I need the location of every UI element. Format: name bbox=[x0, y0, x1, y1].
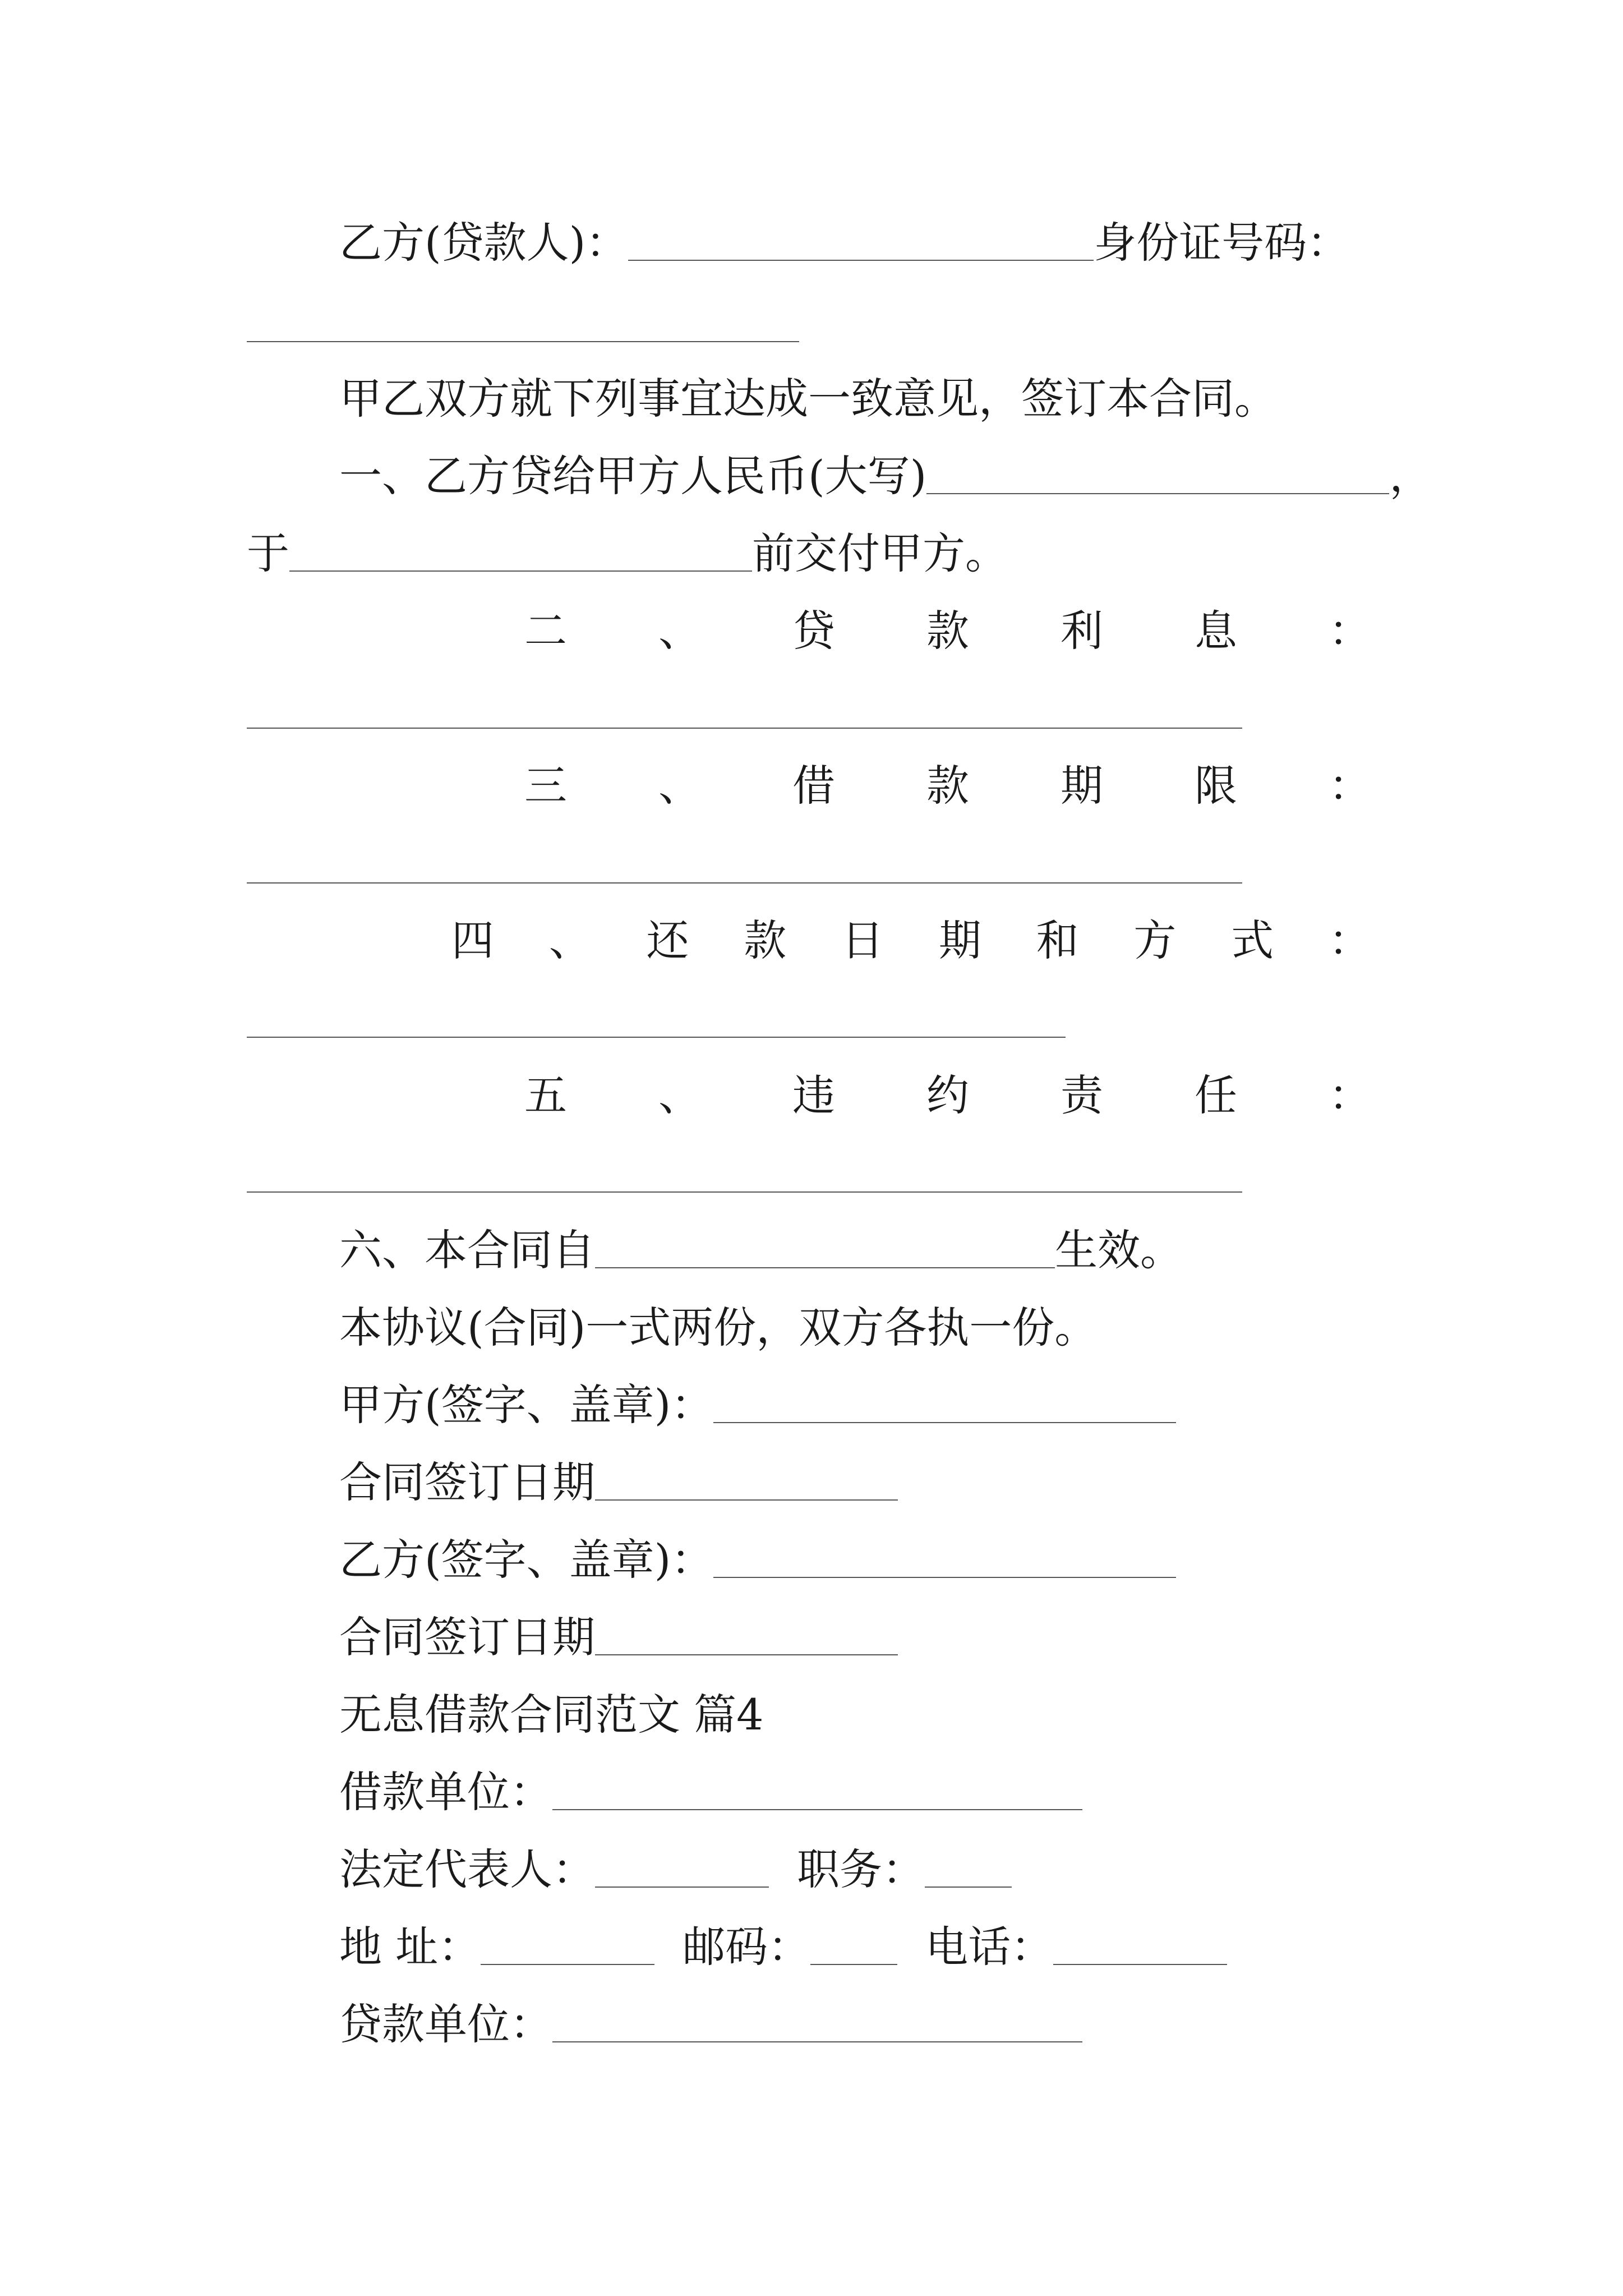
clause-4-char: 还 bbox=[646, 915, 689, 965]
clause-3-line bbox=[524, 761, 1371, 811]
clause-5-char: ： bbox=[1329, 1070, 1371, 1120]
clause-4-char: 式 bbox=[1231, 915, 1274, 965]
section-title: 无息借款合同范文 篇4 bbox=[339, 1690, 764, 1740]
clause-4-char: 、 bbox=[548, 915, 592, 965]
clause-4-line bbox=[451, 915, 1371, 966]
lender-unit-line bbox=[339, 1999, 1082, 2050]
clause-2-char: 贷 bbox=[792, 606, 835, 656]
clause-1-prefix: 于 bbox=[247, 528, 289, 578]
clause-5-char: 责 bbox=[1061, 1070, 1103, 1120]
clause-6-prefix: 六、本合同自 bbox=[339, 1225, 595, 1275]
clause-5-char: 五 bbox=[524, 1070, 567, 1120]
borrower-unit-label: 借款单位： bbox=[339, 1767, 552, 1817]
sign-a-label: 甲方(签字、盖章)： bbox=[339, 1380, 714, 1430]
clause-1-line bbox=[339, 451, 1432, 501]
borrower-unit-line bbox=[339, 1767, 1082, 1818]
clause-5-line bbox=[524, 1070, 1371, 1121]
clause-4-char: 和 bbox=[1036, 915, 1079, 965]
clause-4-char: 方 bbox=[1133, 915, 1177, 965]
date-b-line bbox=[339, 1612, 898, 1663]
clause-2-char: ： bbox=[1329, 606, 1371, 656]
clause-3-blank bbox=[247, 882, 1242, 884]
address-line bbox=[339, 1922, 1227, 1972]
clause-3-char: 三 bbox=[524, 761, 567, 811]
clause-2-blank bbox=[247, 728, 1242, 729]
clause-4-char: 四 bbox=[451, 915, 494, 965]
id-number-label: 身份证号码： bbox=[1094, 218, 1350, 268]
clause-1-amount-blank bbox=[926, 459, 1389, 494]
legal-rep-label: 法定代表人： bbox=[339, 1844, 595, 1894]
date-b-blank bbox=[595, 1621, 898, 1655]
clause-3-char: 、 bbox=[658, 761, 701, 811]
clause-6-line bbox=[339, 1225, 1183, 1276]
borrower-unit-blank bbox=[552, 1775, 1082, 1810]
clause-3-char: 款 bbox=[926, 761, 969, 811]
address-blank bbox=[481, 1930, 654, 1965]
legal-rep-blank bbox=[595, 1853, 769, 1888]
clause-2-char: 款 bbox=[926, 606, 969, 656]
clause-2-line bbox=[524, 606, 1371, 656]
sign-b-blank bbox=[713, 1543, 1176, 1578]
sign-b-label: 乙方(签字、盖章)： bbox=[339, 1535, 714, 1585]
clause-5-char: 、 bbox=[658, 1070, 701, 1120]
clause-3-char: 期 bbox=[1061, 761, 1103, 811]
date-a-blank bbox=[595, 1466, 898, 1501]
date-a-label: 合同签订日期 bbox=[339, 1457, 595, 1507]
clause-4-blank bbox=[247, 1037, 1066, 1038]
clause-5-char: 约 bbox=[926, 1070, 969, 1120]
lender-unit-label: 贷款单位： bbox=[339, 1999, 552, 2049]
clause-5-char: 任 bbox=[1195, 1070, 1237, 1120]
phone-label: 电话： bbox=[925, 1922, 1054, 1972]
sign-a-line bbox=[339, 1380, 1176, 1430]
clause-5-blank bbox=[247, 1191, 1242, 1193]
clause-3-char: 借 bbox=[792, 761, 835, 811]
clause-2-char: 二 bbox=[524, 606, 567, 656]
party-b-line bbox=[339, 218, 1349, 268]
date-a-line bbox=[339, 1457, 898, 1508]
sign-b-line bbox=[339, 1535, 1176, 1585]
postcode-blank bbox=[810, 1930, 897, 1965]
clause-6-blank bbox=[595, 1234, 1055, 1268]
date-b-label: 合同签订日期 bbox=[339, 1612, 595, 1662]
clause-5-char: 违 bbox=[792, 1070, 835, 1120]
clause-3-char: ： bbox=[1329, 761, 1371, 811]
position-blank bbox=[925, 1853, 1012, 1888]
clause-3-char: 限 bbox=[1195, 761, 1237, 811]
clause-1-cont bbox=[247, 528, 1008, 579]
clause-4-char: 款 bbox=[744, 915, 787, 965]
clause-2-char: 息 bbox=[1195, 606, 1237, 656]
address-label: 地 址： bbox=[339, 1922, 481, 1972]
party-b-blank bbox=[628, 226, 1094, 261]
legal-rep-line bbox=[339, 1844, 1012, 1895]
clause-4-char: 日 bbox=[841, 915, 884, 965]
postcode-label: 邮码： bbox=[683, 1922, 811, 1972]
clause-1-text: 一、乙方贷给甲方人民币(大写) bbox=[339, 451, 927, 501]
clause-2-char: 利 bbox=[1061, 606, 1103, 656]
position-label: 职务： bbox=[797, 1844, 925, 1894]
id-number-blank bbox=[247, 341, 799, 342]
clause-6-suffix: 生效。 bbox=[1055, 1225, 1183, 1275]
clause-1-comma: ， bbox=[1389, 451, 1432, 501]
phone-blank bbox=[1053, 1930, 1227, 1965]
clause-1-date-blank bbox=[289, 537, 752, 572]
sign-a-blank bbox=[713, 1388, 1176, 1423]
intro-text: 甲乙双方就下列事宜达成一致意见，签订本合同。 bbox=[339, 374, 1277, 424]
clause-4-char: 期 bbox=[938, 915, 981, 965]
party-b-label: 乙方(贷款人)： bbox=[339, 218, 629, 268]
clause-1-suffix: 前交付甲方。 bbox=[752, 528, 1008, 578]
clause-4-char: ： bbox=[1328, 915, 1371, 965]
clause-2-char: 、 bbox=[658, 606, 701, 656]
copies-text: 本协议(合同)一式两份，双方各执一份。 bbox=[339, 1303, 1098, 1352]
lender-unit-blank bbox=[552, 2008, 1082, 2042]
